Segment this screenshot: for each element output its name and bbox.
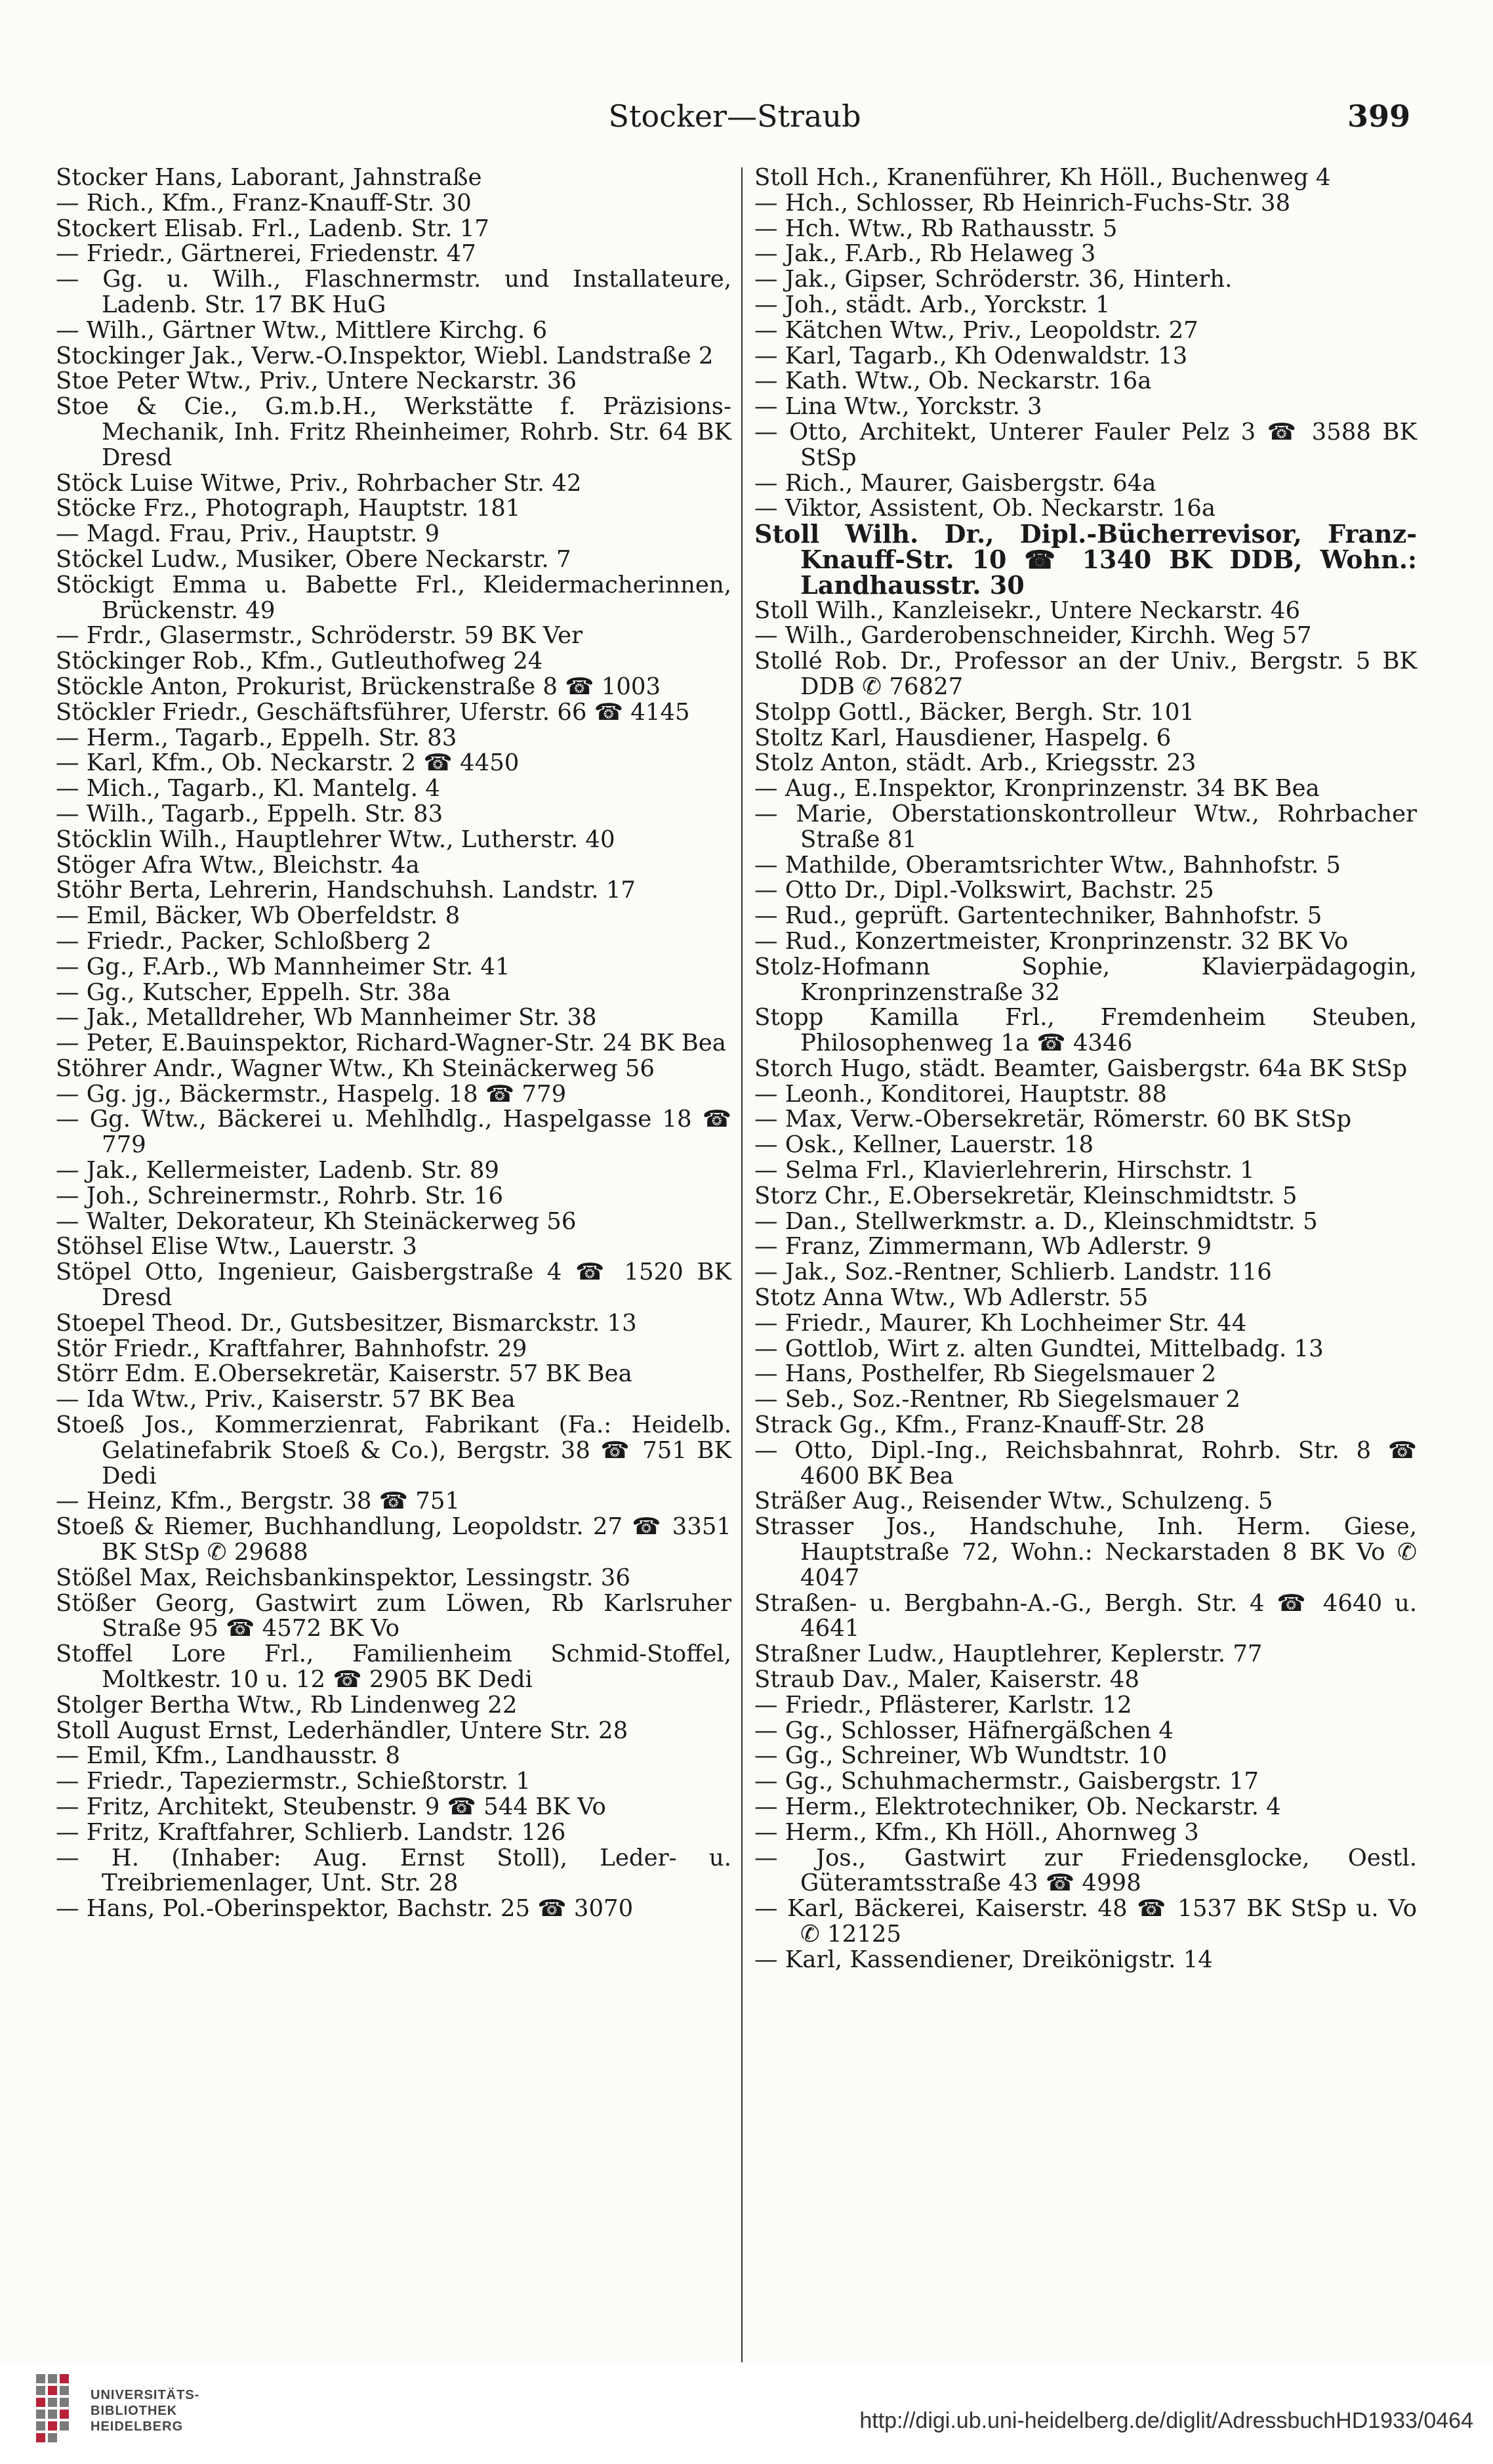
directory-entry: — Gg. Wtw., Bäckerei u. Mehlhdlg., Haspelgasse 18 ☎ 779 <box>56 1106 731 1159</box>
directory-entry: Strack Gg., Kfm., Franz-Knauff-Str. 28 <box>754 1411 1205 1439</box>
directory-entry: Stollé Rob. Dr., Professor an der Univ., Bergstr. 5 BK DDB ✆ 76827 <box>754 648 1417 700</box>
directory-entry: — Hch. Wtw., Rb Rathausstr. 5 <box>754 215 1118 242</box>
directory-entry: Stöck Luise Witwe, Priv., Rohrbacher Str. 42 <box>56 469 582 497</box>
directory-entry: Stöckigt Emma u. Babette Frl., Kleidermacherinnen, Brückenstr. 49 <box>56 571 731 624</box>
directory-entry: — Gg. jg., Bäckermstr., Haspelg. 18 ☎ 779 <box>56 1080 567 1108</box>
directory-entry: — Mathilde, Oberamtsrichter Wtw., Bahnhofstr. 5 <box>754 851 1341 879</box>
directory-entry: — Friedr., Packer, Schloßberg 2 <box>56 927 432 955</box>
directory-entry: — Karl, Bäckerei, Kaiserstr. 48 ☎ 1537 BK StSp u. Vo ✆ 12125 <box>754 1895 1417 1948</box>
left-column <box>56 165 731 1922</box>
page-number: 399 <box>1347 98 1410 134</box>
directory-entry: Stockert Elisab. Frl., Ladenb. Str. 17 <box>56 215 490 242</box>
directory-entry: — Lina Wtw., Yorckstr. 3 <box>754 393 1042 421</box>
directory-entry: Stöckel Ludw., Musiker, Obere Neckarstr. 7 <box>56 545 571 573</box>
directory-entry: — Otto, Architekt, Unterer Fauler Pelz 3 ☎ 3588 BK StSp <box>754 418 1417 471</box>
directory-entry: — Friedr., Pflästerer, Karlstr. 12 <box>754 1691 1132 1719</box>
directory-entry: — Gg., F.Arb., Wb Mannheimer Str. 41 <box>56 953 510 980</box>
directory-entry: — Jak., Metalldreher, Wb Mannheimer Str. 38 <box>56 1004 597 1032</box>
directory-entry: Stoll August Ernst, Lederhändler, Untere Str. 28 <box>56 1717 628 1744</box>
directory-entry: — Viktor, Assistent, Ob. Neckarstr. 16a <box>754 495 1216 522</box>
directory-entry: Stöckle Anton, Prokurist, Brückenstraße 8 ☎ 1003 <box>56 673 661 700</box>
directory-entry: — Joh., städt. Arb., Yorckstr. 1 <box>754 291 1111 318</box>
directory-entry: Stößel Max, Reichsbankinspektor, Lessingstr. 36 <box>56 1564 630 1591</box>
directory-entry: Storz Chr., E.Obersekretär, Kleinschmidtstr. 5 <box>754 1182 1298 1209</box>
directory-entry: — Gg., Kutscher, Eppelh. Str. 38a <box>56 978 451 1006</box>
directory-entry: Stolz Anton, städt. Arb., Kriegsstr. 23 <box>754 749 1196 777</box>
directory-entry: Stocker Hans, Laborant, Jahnstraße <box>56 164 482 191</box>
directory-entry: Stößer Georg, Gastwirt zum Löwen, Rb Karlsruher Straße 95 ☎ 4572 BK Vo <box>56 1589 731 1642</box>
directory-entry: — Karl, Kassendiener, Dreikönigstr. 14 <box>754 1946 1213 1973</box>
directory-entry: — Osk., Kellner, Lauerstr. 18 <box>754 1131 1094 1159</box>
directory-entry: Straub Dav., Maler, Kaiserstr. 48 <box>754 1666 1139 1694</box>
directory-entry: — Hans, Pol.-Oberinspektor, Bachstr. 25 ☎ 3070 <box>56 1895 634 1923</box>
directory-entry: — Rich., Maurer, Gaisbergstr. 64a <box>754 469 1156 497</box>
directory-entry: — Aug., E.Inspektor, Kronprinzenstr. 34 BK Bea <box>754 775 1320 803</box>
directory-entry: — Karl, Kfm., Ob. Neckarstr. 2 ☎ 4450 <box>56 749 520 777</box>
directory-entry: Stoe Peter Wtw., Priv., Untere Neckarstr. 36 <box>56 367 577 395</box>
directory-entry: — Selma Frl., Klavierlehrerin, Hirschstr. 1 <box>754 1157 1255 1184</box>
directory-entry: — H. (Inhaber: Aug. Ernst Stoll), Leder- u. Treibriemenlager, Unt. Str. 28 <box>56 1844 731 1897</box>
directory-entry: — Kath. Wtw., Ob. Neckarstr. 16a <box>754 367 1152 395</box>
directory-entry: — Rud., geprüft. Gartentechniker, Bahnhofstr. 5 <box>754 902 1322 930</box>
right-column <box>754 165 1417 1973</box>
directory-entry: — Hch., Schlosser, Rb Heinrich-Fuchs-Str. 38 <box>754 189 1291 217</box>
directory-entry: Stolz-Hofmann Sophie, Klavierpädagogin, Kronprinzenstraße 32 <box>754 953 1417 1006</box>
directory-entry: Stoeß Jos., Kommerzienrat, Fabrikant (Fa.: Heidelb. Gelatinefabrik Stoeß & Co.), Bergstr. 38 ☎ 751 BK Dedi <box>56 1411 731 1490</box>
directory-entry: Stoll Wilh., Kanzleisekr., Untere Neckarstr. 46 <box>754 596 1301 624</box>
directory-entry: Stoe & Cie., G.m.b.H., Werkstätte f. Präzisions-Mechanik, Inh. Fritz Rheinheimer, Rohrb. Str. 64 BK Dresd <box>56 393 731 471</box>
directory-entry: Straßen- u. Bergbahn-A.-G., Bergh. Str. 4 ☎ 4640 u. 4641 <box>754 1589 1417 1642</box>
directory-entry: — Jak., F.Arb., Rb Helaweg 3 <box>754 240 1096 268</box>
directory-entry: — Jos., Gastwirt zur Friedensglocke, Oestl. Güteramtsstraße 43 ☎ 4998 <box>754 1844 1417 1897</box>
directory-entry: — Max, Verw.-Obersekretär, Römerstr. 60 BK StSp <box>754 1106 1352 1133</box>
directory-entry: — Kätchen Wtw., Priv., Leopoldstr. 27 <box>754 316 1198 344</box>
directory-entry: — Wilh., Garderobenschneider, Kirchh. Weg 57 <box>754 622 1312 650</box>
directory-entry: — Herm., Elektrotechniker, Ob. Neckarstr. 4 <box>754 1793 1281 1820</box>
directory-entry: — Otto, Dipl.-Ing., Reichsbahnrat, Rohrb. Str. 8 ☎ 4600 BK Bea <box>754 1436 1417 1490</box>
source-url[interactable]: http://digi.ub.uni-heidelberg.de/diglit/AdressbuchHD1933/0464 <box>859 2408 1473 2433</box>
directory-entry: Stöcke Frz., Photograph, Hauptstr. 181 <box>56 495 521 522</box>
directory-entry: Stoepel Theod. Dr., Gutsbesitzer, Bismarckstr. 13 <box>56 1309 637 1337</box>
directory-entry: Straßner Ludw., Hauptlehrer, Keplerstr. 77 <box>754 1640 1263 1668</box>
directory-entry: — Herm., Tagarb., Eppelh. Str. 83 <box>56 724 457 751</box>
directory-entry: Stöger Afra Wtw., Bleichstr. 4a <box>56 851 420 879</box>
directory-entry: — Gg., Schuhmachermstr., Gaisbergstr. 17 <box>754 1768 1259 1795</box>
directory-entry: — Marie, Oberstationskontrolleur Wtw., Rohrbacher Straße 81 <box>754 800 1417 853</box>
directory-entry: Sträßer Aug., Reisender Wtw., Schulzeng. 5 <box>754 1488 1273 1515</box>
directory-entry: — Friedr., Tapeziermstr., Schießtorstr. 1 <box>56 1768 531 1795</box>
page-header <box>59 98 1410 144</box>
directory-entry: Stoeß & Riemer, Buchhandlung, Leopoldstr. 27 ☎ 3351 BK StSp ✆ 29688 <box>56 1513 731 1566</box>
library-logo-icon <box>36 2374 82 2453</box>
directory-entry: — Rich., Kfm., Franz-Knauff-Str. 30 <box>56 189 472 217</box>
library-name: UNIVERSITÄTS- BIBLIOTHEK HEIDELBERG <box>91 2388 200 2434</box>
directory-entry: — Heinz, Kfm., Bergstr. 38 ☎ 751 <box>56 1488 460 1515</box>
directory-entry: — Gg. u. Wilh., Flaschnermstr. und Installateure, Ladenb. Str. 17 BK HuG <box>56 266 731 318</box>
directory-entry: — Walter, Dekorateur, Kh Steinäckerweg 56 <box>56 1207 577 1235</box>
directory-entry: — Herm., Kfm., Kh Höll., Ahornweg 3 <box>754 1818 1199 1846</box>
directory-entry: — Peter, E.Bauinspektor, Richard-Wagner-Str. 24 BK Bea <box>56 1030 726 1057</box>
directory-entry: — Emil, Kfm., Landhausstr. 8 <box>56 1742 400 1770</box>
footer <box>0 2362 1493 2464</box>
directory-entry: — Rud., Konzertmeister, Kronprinzenstr. 32 BK Vo <box>754 927 1349 955</box>
directory-entry: Stolpp Gottl., Bäcker, Bergh. Str. 101 <box>754 698 1195 726</box>
directory-entry: — Joh., Schreinermstr., Rohrb. Str. 16 <box>56 1182 504 1209</box>
directory-entry: Stopp Kamilla Frl., Fremdenheim Steuben, Philosophenweg 1a ☎ 4346 <box>754 1004 1417 1057</box>
directory-entry: Stöhr Berta, Lehrerin, Handschuhsh. Landstr. 17 <box>56 877 636 904</box>
directory-entry: Stoffel Lore Frl., Familienheim Schmid-Stoffel, Moltkestr. 10 u. 12 ☎ 2905 BK Dedi <box>56 1640 731 1694</box>
directory-entry: — Mich., Tagarb., Kl. Mantelg. 4 <box>56 775 440 803</box>
directory-entry: — Emil, Bäcker, Wb Oberfeldstr. 8 <box>56 902 460 930</box>
directory-entry: — Seb., Soz.-Rentner, Rb Siegelsmauer 2 <box>754 1386 1241 1413</box>
directory-entry: Stör Friedr., Kraftfahrer, Bahnhofstr. 29 <box>56 1335 527 1362</box>
directory-entry: Stöcklin Wilh., Hauptlehrer Wtw., Lutherstr. 40 <box>56 825 615 853</box>
directory-entry: — Jak., Soz.-Rentner, Schlierb. Landstr. 116 <box>754 1259 1272 1286</box>
directory-entry: Stoll Hch., Kranenführer, Kh Höll., Buchenweg 4 <box>754 164 1331 191</box>
directory-entry: — Wilh., Gärtner Wtw., Mittlere Kirchg. 6 <box>56 316 548 344</box>
page-title: Stocker—Straub <box>608 98 861 134</box>
directory-entry: — Gg., Schreiner, Wb Wundtstr. 10 <box>754 1742 1168 1770</box>
directory-entry: Stöpel Otto, Ingenieur, Gaisbergstraße 4 ☎ 1520 BK Dresd <box>56 1259 731 1312</box>
directory-entry: — Friedr., Gärtnerei, Friedenstr. 47 <box>56 240 476 268</box>
directory-entry: — Fritz, Kraftfahrer, Schlierb. Landstr. 126 <box>56 1818 566 1846</box>
directory-entry: — Dan., Stellwerkmstr. a. D., Kleinschmidtstr. 5 <box>754 1207 1318 1235</box>
directory-entry: — Frdr., Glasermstr., Schröderstr. 59 BK Ver <box>56 622 583 650</box>
directory-entry: Strasser Jos., Handschuhe, Inh. Herm. Giese, Hauptstraße 72, Wohn.: Neckarstaden 8 BK Vo ✆ 4047 <box>754 1513 1417 1591</box>
directory-entry: — Fritz, Architekt, Steubenstr. 9 ☎ 544 BK Vo <box>56 1793 606 1820</box>
directory-entry: Storch Hugo, städt. Beamter, Gaisbergstr. 64a BK StSp <box>754 1055 1408 1082</box>
directory-entry: Stockinger Jak., Verw.-O.Inspektor, Wiebl. Landstraße 2 <box>56 342 714 369</box>
directory-entry: — Otto Dr., Dipl.-Volkswirt, Bachstr. 25 <box>754 877 1214 904</box>
column-divider <box>741 167 743 2405</box>
directory-entry: Stöhrer Andr., Wagner Wtw., Kh Steinäckerweg 56 <box>56 1055 655 1082</box>
directory-entry: Stöhsel Elise Wtw., Lauerstr. 3 <box>56 1233 417 1261</box>
directory-entry: Stolger Bertha Wtw., Rb Lindenweg 22 <box>56 1691 518 1719</box>
directory-entry: Stöckinger Rob., Kfm., Gutleuthofweg 24 <box>56 648 543 675</box>
directory-entry: — Jak., Kellermeister, Ladenb. Str. 89 <box>56 1157 499 1184</box>
directory-entry: Störr Edm. E.Obersekretär, Kaiserstr. 57 BK Bea <box>56 1360 632 1388</box>
directory-entry: — Gg., Schlosser, Häfnergäßchen 4 <box>754 1717 1174 1744</box>
directory-entry: — Ida Wtw., Priv., Kaiserstr. 57 BK Bea <box>56 1386 516 1413</box>
directory-entry: — Karl, Tagarb., Kh Odenwaldstr. 13 <box>754 342 1188 369</box>
directory-entry: — Franz, Zimmermann, Wb Adlerstr. 9 <box>754 1233 1212 1261</box>
directory-entry: Stoltz Karl, Hausdiener, Haspelg. 6 <box>754 724 1172 751</box>
directory-entry: — Magd. Frau, Priv., Hauptstr. 9 <box>56 520 440 548</box>
directory-entry: — Wilh., Tagarb., Eppelh. Str. 83 <box>56 800 443 827</box>
directory-entry: — Leonh., Konditorei, Hauptstr. 88 <box>754 1080 1168 1108</box>
directory-entry: — Jak., Gipser, Schröderstr. 36, Hinterh. <box>754 266 1233 293</box>
directory-entry: Stoll Wilh. Dr., Dipl.-Bücherrevisor, Franz-Knauff-Str. 10 ☎ 1340 BK DDB, Wohn.: Landhausstr. 30 <box>754 519 1417 600</box>
directory-entry: — Hans, Posthelfer, Rb Siegelsmauer 2 <box>754 1360 1217 1388</box>
directory-entry: Stotz Anna Wtw., Wb Adlerstr. 55 <box>754 1284 1149 1312</box>
directory-entry: Stöckler Friedr., Geschäftsführer, Uferstr. 66 ☎ 4145 <box>56 698 690 726</box>
directory-entry: — Gottlob, Wirt z. alten Gundtei, Mittelbadg. 13 <box>754 1335 1324 1362</box>
directory-entry: — Friedr., Maurer, Kh Lochheimer Str. 44 <box>754 1309 1247 1337</box>
